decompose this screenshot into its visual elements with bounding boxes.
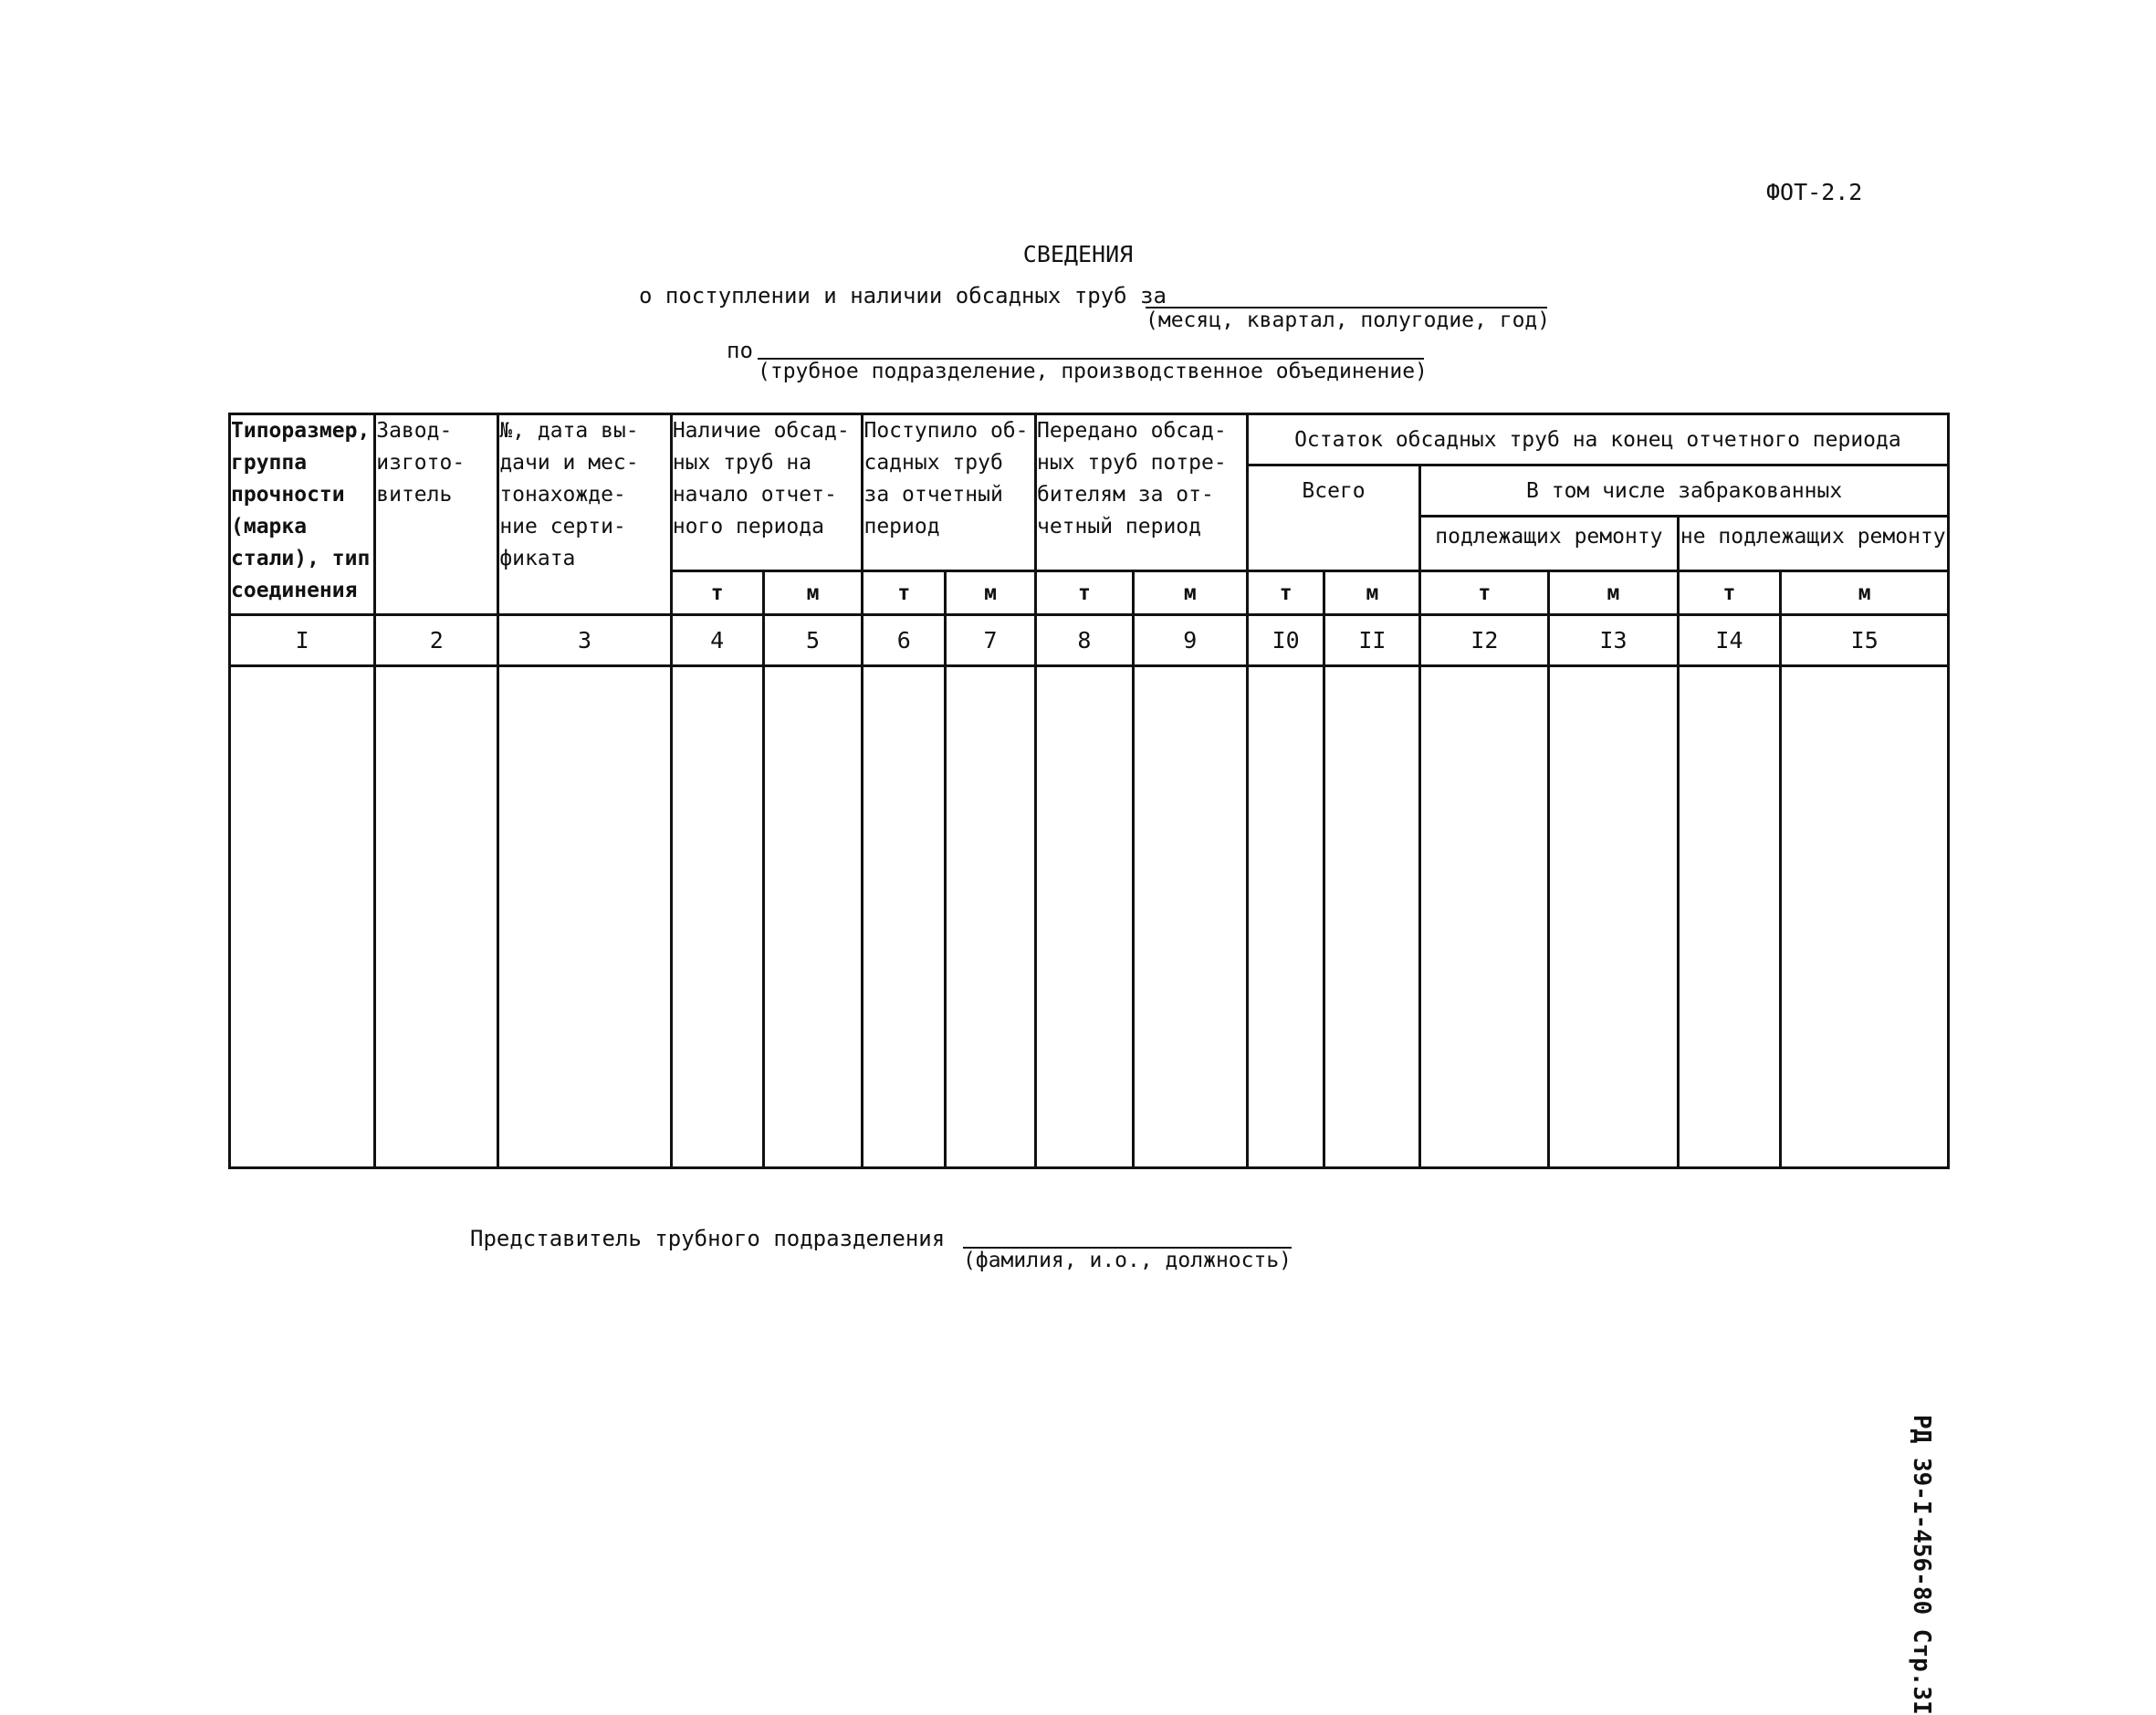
unit-m: м	[946, 571, 1036, 615]
unit-m: м	[1781, 571, 1949, 615]
data-cell[interactable]	[946, 666, 1036, 1168]
column-number: 6	[863, 615, 946, 666]
header-manufacturer: Завод- изгото- витель	[375, 414, 498, 615]
column-number: I4	[1678, 615, 1781, 666]
unit-t: т	[1035, 571, 1133, 615]
unit-t: т	[671, 571, 763, 615]
data-cell[interactable]	[1549, 666, 1678, 1168]
data-cell[interactable]	[1133, 666, 1247, 1168]
column-number: II	[1324, 615, 1420, 666]
side-document-ref: РД 39-I-456-80 Стр.3I	[1908, 1415, 1935, 1715]
data-cell[interactable]	[498, 666, 672, 1168]
subtitle-by: по	[727, 338, 753, 363]
subtitle-prefix: о поступлении и наличии обсадных труб за	[639, 283, 1167, 308]
header-not-repairable: не подлежащих ремонту	[1678, 517, 1949, 571]
column-number: 4	[671, 615, 763, 666]
data-cell[interactable]	[230, 666, 375, 1168]
data-cell[interactable]	[375, 666, 498, 1168]
header-transferred: Передано обсад- ных труб потре- бителям за от- четный период	[1035, 414, 1247, 571]
header-received: Поступило об- садных труб за отчетный период	[863, 414, 1036, 571]
data-cell[interactable]	[1035, 666, 1133, 1168]
column-number: I	[230, 615, 375, 666]
period-hint: (месяц, квартал, полугодие, год)	[1146, 308, 1551, 332]
header-rejected: В том числе забракованных	[1420, 465, 1949, 517]
unit-m: м	[763, 571, 863, 615]
data-cell[interactable]	[763, 666, 863, 1168]
column-number: I0	[1247, 615, 1324, 666]
unit-t: т	[1678, 571, 1781, 615]
column-number: 5	[763, 615, 863, 666]
unit-m: м	[1133, 571, 1247, 615]
data-cell[interactable]	[1781, 666, 1949, 1168]
supply-table	[228, 413, 1950, 1169]
column-number: 9	[1133, 615, 1247, 666]
unit-m: м	[1324, 571, 1420, 615]
data-cell[interactable]	[1678, 666, 1781, 1168]
unit-t: т	[1247, 571, 1324, 615]
data-cell[interactable]	[1420, 666, 1549, 1168]
unit-t: т	[1420, 571, 1549, 615]
column-number: 8	[1035, 615, 1133, 666]
unit-hint: (трубное подразделение, производственное объединение)	[758, 360, 1428, 383]
data-cell[interactable]	[863, 666, 946, 1168]
data-cell[interactable]	[1324, 666, 1420, 1168]
data-cell[interactable]	[671, 666, 763, 1168]
representative-label: Представитель трубного подразделения	[470, 1226, 946, 1251]
header-certificate: №, дата вы- дачи и мес- тонахожде- ние серти- фиката	[498, 414, 672, 615]
form-code: ФОТ-2.2	[1766, 179, 1863, 205]
data-cell[interactable]	[1247, 666, 1324, 1168]
empty-data-row	[230, 666, 1949, 1168]
column-number: 7	[946, 615, 1036, 666]
header-remainder: Остаток обсадных труб на конец отчетного периода	[1247, 414, 1948, 465]
column-number: 2	[375, 615, 498, 666]
column-number: I5	[1781, 615, 1949, 666]
header-repairable: подлежащих ремонту	[1420, 517, 1678, 571]
column-number: 3	[498, 615, 672, 666]
unit-t: т	[863, 571, 946, 615]
header-total: Всего	[1247, 465, 1419, 571]
representative-hint: (фамилия, и.о., должность)	[963, 1249, 1293, 1272]
unit-m: м	[1549, 571, 1678, 615]
column-number: I3	[1549, 615, 1678, 666]
header-opening-stock: Наличие обсад- ных труб на начало отчет- ного периода	[671, 414, 863, 571]
document-title: СВЕДЕНИЯ	[1022, 241, 1134, 267]
column-number: I2	[1420, 615, 1549, 666]
header-size-group: Типоразмер, группа прочности (марка стали), тип соединения	[230, 414, 375, 615]
